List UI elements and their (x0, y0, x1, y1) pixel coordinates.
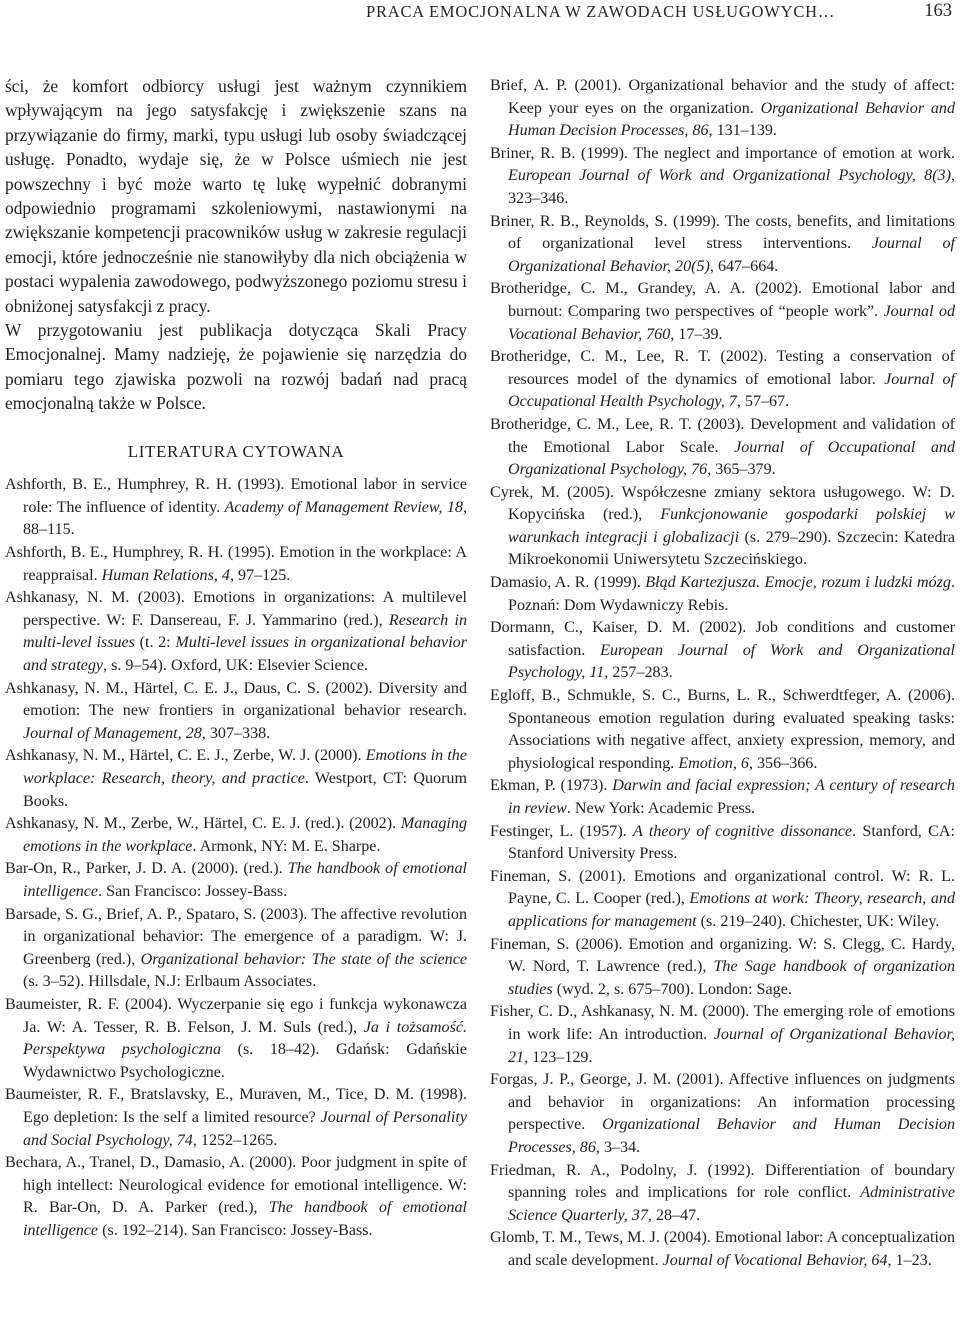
reference-entry (490, 75, 955, 143)
reference-text: , 3–34. (595, 1138, 641, 1156)
reference-list-left (5, 474, 467, 1242)
reference-text: Bechara, A., Tranel, D., Damasio, A. (2000). Poor judgment in spite of high intellect: Neurological evidence for emotional intelligence. W: R. Bar-On, D. A. Parker (red.), (5, 1154, 467, 1217)
reference-text: Ashkanasy, N. M. (2003). Emotions in organizations: A multilevel perspective. W: F. Dansereau, F. J. Yammarino (red.), (5, 589, 467, 629)
reference-text: (s. 3–52). Hillsdale, N.J: Erlbaum Associates. (23, 973, 317, 991)
reference-entry (490, 1160, 955, 1228)
reference-entry (490, 821, 955, 866)
reference-italic: Academy of Management Review, 18 (224, 498, 463, 516)
reference-text: , 57–67. (736, 393, 790, 411)
reference-entry (5, 813, 467, 858)
reference-italic: Administrative Science Quarterly, 37 (508, 1184, 955, 1224)
reference-text: Brotheridge, C. M., Lee, R. T. (2002). Testing a conservation of resources model of the dynamics of emotional labor. (490, 348, 955, 388)
reference-italic: European Journal of Work and Organizational Psychology, 11 (508, 641, 955, 682)
reference-text: Ashforth, B. E., Humphrey, R. H. (1995). Emotion in the workplace: A reappraisal. (5, 544, 467, 584)
reference-text: Baumeister, R. F. (2004). Wyczerpanie się ego i funkcja wykonawcza Ja. W: A. Tesser, R. B. Felson, J. M. Suls (red.), (5, 995, 467, 1036)
reference-italic: Organizational Behavior and Human Decision Processes, 86 (508, 99, 955, 140)
reference-text: Fineman, S. (2006). Emotion and organizing. W: S. Clegg, C. Hardy, W. Nord, T. Lawrence (red.), (490, 935, 955, 976)
reference-text: , s. 9–54). Oxford, UK: Elsevier Science. (103, 657, 369, 675)
reference-text: Cyrek, M. (2005). Współczesne zmiany sektora usługowego. W: D. Kopycińska (red.), (490, 483, 955, 524)
reference-italic: Błąd Kartezjusza. Emocje, rozum i ludzki mózg (645, 574, 951, 592)
reference-entry (490, 278, 955, 346)
reference-italic: A theory of cognitive dissonance (633, 822, 853, 840)
reference-entry (490, 414, 955, 482)
reference-text: , 1252–1265. (192, 1131, 278, 1149)
reference-italic: Journal of Organizational Behavior, 20(5) (508, 235, 955, 275)
reference-text: Fisher, C. D., Ashkanasy, N. M. (2000). The emerging role of emotions in work life: An introduction. (490, 1003, 955, 1043)
reference-text: Barsade, S. G., Brief, A. P., Spataro, S. (2003). The affective revolution in organizational behavior: The emergence of a paradigm. W: J. Greenberg (red.), (5, 905, 467, 968)
reference-italic: Journal of Organizational Behavior, 21 (508, 1025, 955, 1066)
reference-text: , 647–664. (709, 257, 779, 275)
reference-entry (5, 745, 467, 813)
reference-text: Bar-On, R., Parker, J. D. A. (2000). (red.). (5, 860, 288, 878)
reference-italic: Journal of Occupational Health Psychology, 7 (508, 370, 955, 411)
running-title: PRACA EMOCJONALNA W ZAWODACH USŁUGOWYCH… (366, 2, 836, 21)
reference-text: , 131–139. (708, 122, 777, 140)
reference-italic: Funkcjonowanie gospodarki polskiej w warunkach integracji i globalizacji (508, 506, 955, 546)
reference-entry (490, 685, 955, 775)
reference-text: Ashkanasy, N. M., Härtel, C. E. J., Daus, C. S. (2002). Diversity and emotion: The new frontiers in organizational behavior research. (5, 679, 467, 720)
reference-entry (490, 1069, 955, 1159)
reference-italic: The Sage handbook of organization studies (508, 958, 955, 998)
reference-text: , 123–129. (524, 1048, 593, 1066)
page-number: 163 (924, 1, 952, 21)
reference-entry (5, 542, 467, 587)
body-paragraph-2: W przygotowaniu jest publikacja dotycząca Skali Pracy Emocjonalnej. Mamy nadzieję, że pojawienie się narzędzia do pomiaru tego zjawiska pozwoli na rozwój badań nad pracą emocjonalną także w Polsce. (5, 320, 467, 414)
reference-entry (490, 866, 955, 934)
left-column (5, 74, 467, 1242)
reference-italic: Emotions at work: Theory, research, and applications for management (508, 890, 955, 930)
reference-entry (5, 904, 467, 994)
reference-italic: Darwin and facial expression; A century of research in review (508, 777, 955, 817)
reference-text: , 28–47. (647, 1206, 701, 1224)
reference-text: Dormann, C., Kaiser, D. M. (2002). Job conditions and customer satisfaction. (490, 619, 955, 659)
reference-text: , 257–283. (604, 664, 673, 682)
reference-text: , 307–338. (201, 724, 271, 742)
reference-italic: Journal of Occupational and Organizational Psychology, 76 (508, 438, 956, 479)
reference-italic: Managing emotions in the workplace (23, 815, 467, 855)
reference-list-right (490, 75, 955, 1272)
reference-text: Briner, R. B., Reynolds, S. (1999). The costs, benefits, and limitations of organizational level stress interventions. (490, 212, 955, 253)
reference-text: , 17–39. (670, 325, 723, 343)
reference-text: Damasio, A. R. (1999). (490, 574, 646, 592)
reference-text: . Stanford, CA: Stanford University Press. (508, 822, 955, 863)
reference-entry (490, 346, 955, 414)
running-header (0, 0, 960, 30)
reference-text: (s. 192–214). San Francisco: Jossey-Bass. (98, 1221, 373, 1239)
reference-text: . San Francisco: Jossey-Bass. (98, 882, 288, 900)
reference-entry (490, 1227, 955, 1272)
reference-text: Baumeister, R. F., Bratslavsky, E., Muraven, M., Tice, D. M. (1998). Ego depletion: Is the self a limited resource? (5, 1086, 467, 1126)
reference-text: Ashkanasy, N. M., Zerbe, W., Härtel, C. E. J. (red.). (2002). (5, 815, 401, 833)
reference-italic: The handbook of emotional intelligence (23, 1199, 467, 1239)
reference-text: (t. 2: (134, 634, 176, 652)
reference-entry (5, 678, 467, 746)
reference-entry (490, 1001, 955, 1069)
reference-entry (5, 1152, 467, 1242)
reference-entry (490, 572, 955, 617)
reference-italic: European Journal of Work and Organizational Psychology, 8(3) (508, 167, 951, 185)
body-text (5, 74, 467, 416)
reference-text: (wyd. 2, s. 675–700). London: Sage. (552, 980, 792, 998)
reference-entry (490, 934, 955, 1002)
reference-text: Glomb, T. M., Tews, M. J. (2004). Emotional labor: A conceptualization and scale development. (490, 1229, 955, 1269)
reference-italic: The handbook of emotional intelligence (23, 860, 467, 900)
reference-text: , 97–125. (229, 566, 291, 584)
reference-text: Fineman, S. (2001). Emotions and organizational control. W: R. L. Payne, C. L. Cooper (red.), (490, 867, 955, 908)
reference-text: , 323–346. (508, 167, 955, 207)
reference-text: . Armonk, NY: M. E. Sharpe. (192, 837, 381, 855)
reference-italic: Journal od Vocational Behavior, 760 (508, 302, 955, 343)
references-heading: LITERATURA CYTOWANA (127, 441, 345, 461)
reference-text: Brotheridge, C. M., Grandey, A. A. (2002). Emotional labor and burnout: Comparing two perspectives of “people work”. (490, 280, 955, 320)
reference-entry (5, 474, 467, 542)
reference-text: Brotheridge, C. M., Lee, R. T. (2003). Development and validation of the Emotional Labor Scale. (490, 415, 955, 456)
reference-italic: Organizational behavior: The state of the science (140, 950, 468, 968)
reference-italic: Human Relations, 4 (101, 566, 230, 584)
reference-text: (s. 18–42). Gdańsk: Gdańskie Wydawnictwo Psychologiczne. (23, 1041, 467, 1081)
reference-text: Ekman, P. (1973). (490, 777, 613, 795)
reference-text: , 365–379. (707, 461, 776, 479)
reference-italic: Journal of Vocational Behavior, 64 (662, 1251, 888, 1269)
reference-text: Friedman, R. A., Podolny, J. (1992). Differentiation of boundary spanning roles and implications for role conflict. (490, 1161, 955, 1202)
reference-entry (490, 211, 955, 279)
reference-entry (490, 482, 955, 572)
reference-text: Forgas, J. P., George, J. M. (2001). Affective influences on judgments and behavior in organizations: An information processing perspective. (490, 1071, 955, 1134)
reference-text: , 356–366. (748, 754, 818, 772)
reference-text: . Poznań: Dom Wydawniczy Rebis. (508, 574, 955, 614)
reference-text: Festinger, L. (1957). (490, 822, 634, 840)
reference-italic: Emotions in the workplace: Research, theory, and practice (23, 747, 467, 787)
reference-entry (5, 994, 467, 1084)
reference-italic: Organizational Behavior and Human Decision Processes, 86 (508, 1116, 956, 1156)
reference-italic: Journal of Personality and Social Psychology, 74 (23, 1108, 467, 1149)
reference-text: . Westport, CT: Quorum Books. (23, 770, 467, 810)
reference-text: Egloff, B., Schmukle, S. C., Burns, L. R., Schwerdtfeger, A. (2006). Spontaneous emotion regulation during evaluated speaking tasks: Associations with negative affect, anxiety expression, memory, and physiological responding. (490, 687, 955, 772)
reference-italic: Emotion, 6 (678, 754, 749, 772)
body-paragraph-1: ści, że komfort odbiorcy usługi jest ważnym czynnikiem wpływającym na jego satysfakcję i zwiększenie szans na przywiązanie do firmy, marki, typu usługi lub osoby świadczącej usługę. Ponadto, wydaje się, że w Polsce uśmiech nie jest powszechny i być może warto tę lukę wypełnić dobranymi odpowiednio programami szkoleniowymi, nastawionymi na zwiększanie kompetencji pracowników usług w zakresie regulacji emocji, które jednocześnie nie stanowiłyby dla nich obciążenia w postaci wypalenia zawodowego, podwyższonego poziomu stresu i obniżonej satysfakcji z pracy. (5, 76, 467, 316)
reference-entry (5, 587, 467, 677)
reference-text: Briner, R. B. (1999). The neglect and importance of emotion at work. (490, 144, 955, 162)
reference-text: , 1–23. (887, 1251, 932, 1269)
reference-text: Ashforth, B. E., Humphrey, R. H. (1993). Emotional labor in service role: The influence of identity. (5, 476, 467, 516)
reference-entry (490, 143, 955, 211)
reference-entry (490, 775, 955, 820)
reference-text: (s. 279–290). Szczecin: Katedra Mikroekonomii Uniwersytetu Szczecińskiego. (508, 528, 955, 569)
right-column (490, 75, 955, 1272)
reference-text: , 88–115. (23, 498, 467, 539)
reference-entry (5, 1084, 467, 1152)
reference-text: Ashkanasy, N. M., Härtel, C. E. J., Zerbe, W. J. (2000). (5, 747, 366, 765)
reference-italic: Journal of Management, 28 (23, 724, 202, 742)
reference-text: Brief, A. P. (2001). Organizational behavior and the study of affect: Keep your eyes on the organization. (490, 77, 955, 117)
reference-italic: Ja i tożsamość. Perspektywa psychologiczna (23, 1018, 467, 1059)
reference-text: . New York: Academic Press. (566, 800, 756, 817)
reference-entry (490, 617, 955, 685)
reference-italic: Multi-level issues in organizational behavior and strategy (23, 634, 467, 675)
reference-text: (s. 219–240). Chichester, UK: Wiley. (696, 912, 940, 930)
reference-entry (5, 858, 467, 903)
reference-italic: Research in multi-level issues (23, 611, 467, 652)
